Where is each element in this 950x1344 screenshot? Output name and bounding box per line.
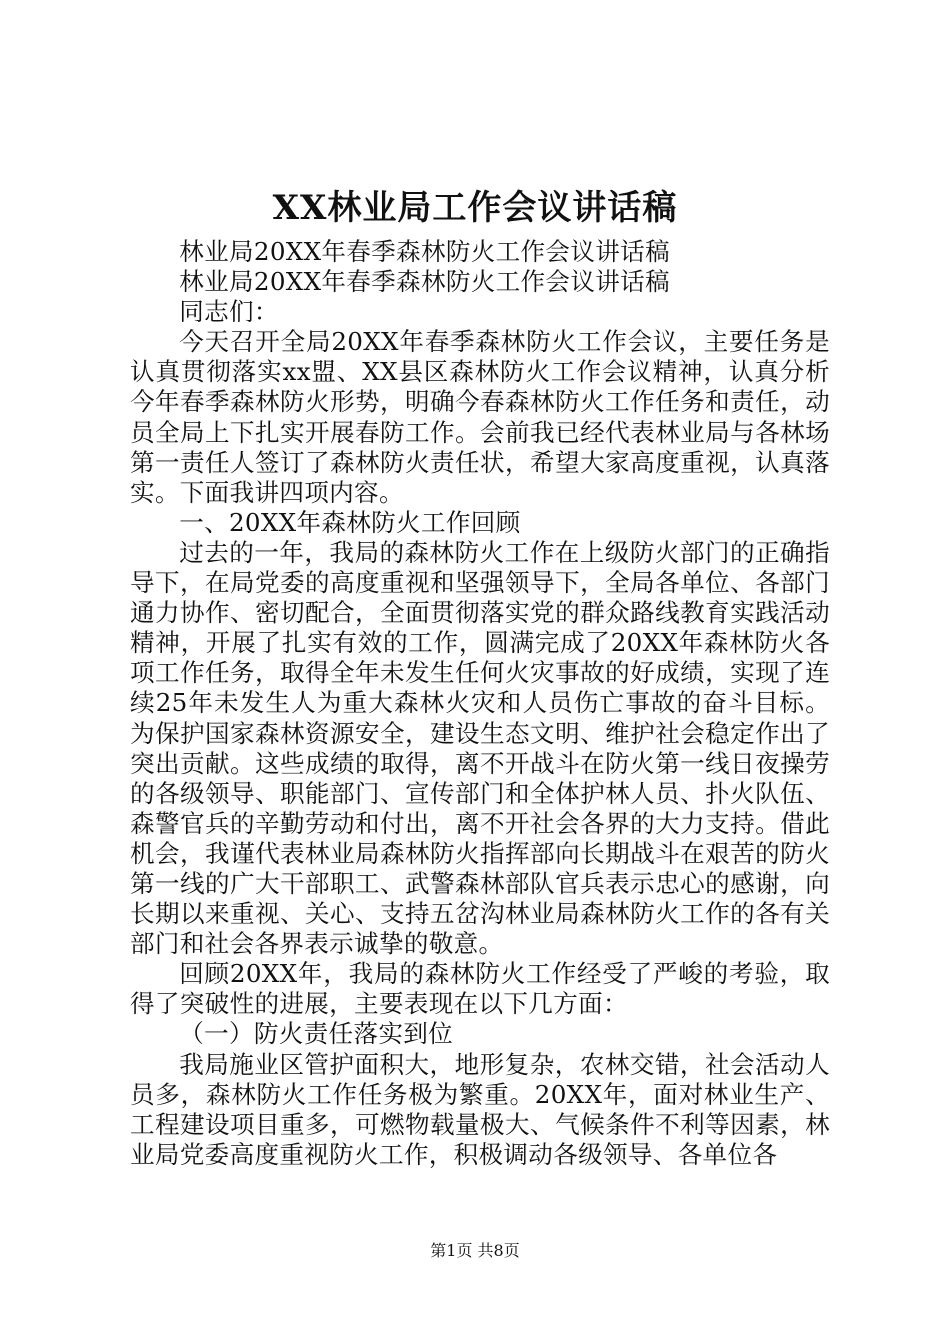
page-number-footer: 第1页 共8页	[430, 1241, 520, 1260]
paragraph-review-intro: 回顾20XX年，我局的森林防火工作经受了严峻的考验，取得了突破性的进展，主要表现在以下几方面：	[130, 959, 830, 1019]
section-heading-review: 一、20XX年森林防火工作回顾	[179, 507, 521, 537]
document-title: XX林业局工作会议讲话稿	[272, 188, 678, 228]
paragraph-opening: 今天召开全局20XX年春季森林防火工作会议，主要任务是认真贯彻落实xx盟、XX县区森林防火工作会议精神，认真分析今年春季森林防火形势，明确今春森林防火工作任务和责任，动员全局上下扎实开展春防工作。会前我已经代表林业局与各林场第一责任人签订了森林防火责任状，希望大家高度重视，认真落实。下面我讲四项内容。	[130, 327, 830, 507]
paragraph-review-summary: 过去的一年，我局的森林防火工作在上级防火部门的正确指导下，在局党委的高度重视和坚强领导下，全局各单位、各部门通力协作、密切配合，全面贯彻落实党的群众路线教育实践活动精神，开展了扎实有效的工作，圆满完成了20XX年森林防火各项工作任务，取得全年未发生任何火灾事故的好成绩，实现了连续25年未发生人为重大森林火灾和人员伤亡事故的奋斗目标。为保护国家森林资源安全，建设生态文明、维护社会稳定作出了突出贡献。这些成绩的取得，离不开战斗在防火第一线日夜操劳的各级领导、职能部门、宣传部门和全体护林人员、扑火队伍、森警官兵的辛勤劳动和付出，离不开社会各界的大力支持。借此机会，我谨代表林业局森林防火指挥部向长期战斗在艰苦的防火第一线的广大干部职工、武警森林部队官兵表示忠心的感谢，向长期以来重视、关心、支持五岔沟林业局森林防火工作的各有关部门和社会各界表示诚挚的敬意。	[130, 537, 830, 959]
paragraph-salutation: 同志们：	[179, 297, 279, 327]
subsection-heading-responsibility: （一）防火责任落实到位	[179, 1019, 454, 1049]
paragraph-subtitle-2: 林业局20XX年春季森林防火工作会议讲话稿	[179, 267, 670, 297]
document-body	[130, 237, 830, 1170]
paragraph-responsibility: 我局施业区管护面积大，地形复杂，农林交错，社会活动人员多，森林防火工作任务极为繁重。20XX年，面对林业生产、工程建设项目重多，可燃物载量极大、气候条件不利等因素，林业局党委高度重视防火工作，积极调动各级领导、各单位各	[130, 1049, 830, 1169]
paragraph-subtitle-1: 林业局20XX年春季森林防火工作会议讲话稿	[179, 237, 670, 266]
